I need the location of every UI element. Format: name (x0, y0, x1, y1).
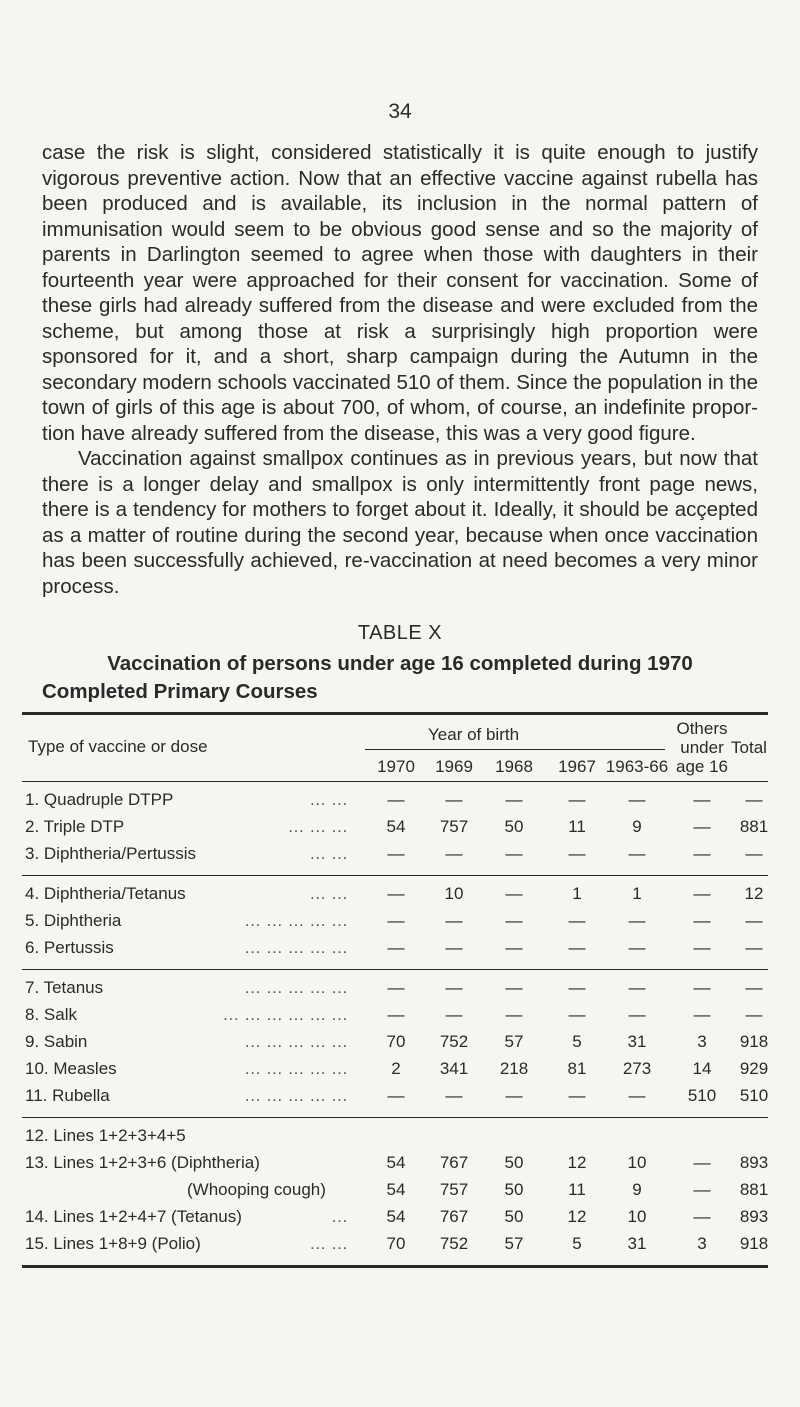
table-cell: 31 (627, 1234, 647, 1253)
table-cell: 752 (439, 1234, 469, 1253)
table-cell: 12 (567, 1153, 587, 1172)
table-row (22, 1124, 768, 1151)
row-leader-dots: … … (309, 884, 348, 903)
table-cell: — (693, 1005, 711, 1024)
table-cell: — (628, 978, 646, 997)
table-cell: — (693, 978, 711, 997)
table-cell: 218 (499, 1059, 529, 1078)
table-cell: — (445, 790, 463, 809)
row-leader-dots: … … … … … (244, 1032, 348, 1051)
row-label: 6. Pertussis (25, 938, 114, 957)
table-row (22, 1151, 768, 1178)
table-cell: — (505, 1086, 523, 1105)
table-cell: — (505, 884, 523, 903)
table-cell: — (445, 978, 463, 997)
table-cell: — (568, 790, 586, 809)
table-cell: — (693, 1207, 711, 1226)
table-cell: 273 (622, 1059, 652, 1078)
table-cell: 929 (739, 1059, 769, 1078)
table-row (22, 1003, 768, 1030)
table-cell: 70 (386, 1032, 406, 1051)
table-cell: — (568, 911, 586, 930)
table-cell: 893 (739, 1207, 769, 1226)
table-cell: — (568, 978, 586, 997)
table-cell: — (745, 978, 763, 997)
table-cell: — (745, 938, 763, 957)
table-cell: — (693, 1180, 711, 1199)
type-column-header: Type of vaccine or dose (28, 737, 208, 756)
table-cell: 767 (439, 1153, 469, 1172)
table-cell: 57 (504, 1032, 524, 1051)
table-row (22, 1205, 768, 1232)
row-leader-dots: … … … … … (244, 978, 348, 997)
table-cell: — (568, 1086, 586, 1105)
table-cell: 5 (572, 1032, 582, 1051)
table-cell: 12 (744, 884, 764, 903)
table-cell: 12 (567, 1207, 587, 1226)
table-row (22, 909, 768, 936)
table-cell: 57 (504, 1234, 524, 1253)
table-cell: 752 (439, 1032, 469, 1051)
table-cell: — (505, 790, 523, 809)
table-row (22, 788, 768, 815)
table-cell: 54 (386, 1207, 406, 1226)
table-cell: — (445, 844, 463, 863)
page-number: 34 (388, 100, 412, 123)
table-cell: 510 (739, 1086, 769, 1105)
row-label: 13. Lines 1+2+3+6 (Diphtheria) (25, 1153, 260, 1172)
table-row (22, 936, 768, 963)
table-cell: 3 (697, 1032, 707, 1051)
table-cell: — (693, 884, 711, 903)
table-cell: 50 (504, 1207, 524, 1226)
table-cell: 31 (627, 1032, 647, 1051)
table-section (22, 876, 768, 969)
table-cell: 54 (386, 1180, 406, 1199)
row-leader-dots: … … (309, 844, 348, 863)
row-leader-dots: … … … … … (244, 1059, 348, 1078)
year-header: 1969 (435, 757, 473, 776)
table-header (22, 715, 768, 781)
table-cell: 11 (568, 1180, 586, 1199)
table-cell: 14 (692, 1059, 712, 1078)
table-cell: — (628, 790, 646, 809)
table-cell: — (387, 790, 405, 809)
table-cell: — (628, 938, 646, 957)
row-leader-dots: … … … … … (244, 911, 348, 930)
year-header: 1963-66 (605, 757, 669, 776)
table-cell: 767 (439, 1207, 469, 1226)
table-cell: — (693, 938, 711, 957)
year-header: 1967 (558, 757, 596, 776)
year-of-birth-header: Year of birth (428, 725, 520, 744)
row-label: 15. Lines 1+8+9 (Polio) (25, 1234, 201, 1253)
table-cell: 54 (386, 817, 406, 836)
table-cell: 881 (739, 1180, 769, 1199)
table-caption: Vaccination of persons under age 16 completed during 1970 (107, 652, 693, 675)
table-row (22, 1030, 768, 1057)
table-cell: — (505, 978, 523, 997)
table-cell: — (445, 911, 463, 930)
table-cell: — (745, 1005, 763, 1024)
table-cell: — (387, 1086, 405, 1105)
table-section (22, 1118, 768, 1265)
table-cell: — (693, 1153, 711, 1172)
row-label: 10. Measles (25, 1059, 117, 1078)
table-cell: — (628, 1005, 646, 1024)
table-cell: 50 (504, 1153, 524, 1172)
paragraph: case the risk is slight, considered statistically it is quite enough to justify vigorous preventive action. Now that an effective vaccine against rubella has been produced and is available, its inclusion in the normal pattern of immunisation would seem to be obvious good sense and so the majority of parents in Darlington seemed to agree when those with daughters in their fourteenth year were approached for their consent for vaccination. Some of these girls had already suffered from the disease and were excluded from the scheme, but among those at risk a surprisingly high proportion were sponsored for it, and a short, sharp campaign during the Autumn in the secondary modern schools vaccinated 510 of them. Since the population in the town of girls of this age is about 700, of whom, of course, an indefinite propor- tion have already suffered from the disease, this was a very good figure. (42, 141, 758, 445)
row-leader-dots: … … (309, 790, 348, 809)
table-cell: 9 (632, 1180, 642, 1199)
total-header: Total (731, 738, 767, 757)
table-label: TABLE X (357, 622, 443, 644)
row-label: 14. Lines 1+2+4+7 (Tetanus) (25, 1207, 242, 1226)
row-label: 9. Sabin (25, 1032, 88, 1051)
table-cell: 757 (439, 817, 469, 836)
table-cell: 3 (697, 1234, 707, 1253)
table-cell: 918 (739, 1032, 769, 1051)
row-leader-dots: … … … … … … (222, 1005, 348, 1024)
table-cell: — (568, 1005, 586, 1024)
others-header: age 16 (676, 757, 728, 776)
table-cell: 510 (687, 1086, 717, 1105)
row-label: 2. Triple DTP (25, 817, 125, 836)
year-header: 1968 (495, 757, 533, 776)
table-cell: — (505, 911, 523, 930)
table-cell: — (387, 911, 405, 930)
table-row (22, 842, 768, 869)
table-cell: — (745, 844, 763, 863)
year-header: 1970 (377, 757, 415, 776)
paragraph: Vaccination against smallpox continues as in previous years, but now that there is a longer delay and smallpox is only intermittently front page news, there is a tendency for mothers to forget about it. Ideally, it should be acçepted as a matter of routine during the second year, because when once vaccination has been successfully achieved, re-vaccination at need becomes a very minor process. (42, 447, 758, 598)
table-cell: — (387, 884, 405, 903)
table-cell: 341 (439, 1059, 469, 1078)
table-body (22, 782, 768, 1268)
row-label: 3. Diphtheria/Pertussis (25, 844, 197, 863)
body-text (42, 140, 758, 599)
table-subcaption: Completed Primary Courses (42, 680, 318, 703)
table-cell: 50 (504, 817, 524, 836)
table-row (22, 882, 768, 909)
row-leader-dots: … … (309, 1234, 348, 1253)
table-cell: 881 (739, 817, 769, 836)
table-cell: — (445, 938, 463, 957)
table-row (22, 976, 768, 1003)
table-cell: — (693, 790, 711, 809)
table-cell: 893 (739, 1153, 769, 1172)
row-label: 1. Quadruple DTPP (25, 790, 174, 809)
table-cell: — (445, 1005, 463, 1024)
row-label: 8. Salk (25, 1005, 77, 1024)
table-cell: 1 (632, 884, 642, 903)
table-cell: — (505, 844, 523, 863)
table-cell: 5 (572, 1234, 582, 1253)
table-cell: 10 (444, 884, 464, 903)
table-cell: — (568, 844, 586, 863)
table-cell: — (568, 938, 586, 957)
table-cell: 10 (627, 1207, 647, 1226)
others-header: under (680, 738, 724, 757)
table-cell: 757 (439, 1180, 469, 1199)
table-cell: — (693, 844, 711, 863)
table-cell: — (387, 978, 405, 997)
table-cell: 54 (386, 1153, 406, 1172)
row-label: (Whooping cough) (187, 1180, 326, 1199)
table-cell: — (745, 790, 763, 809)
row-label: 5. Diphtheria (25, 911, 122, 930)
table-cell: — (387, 1005, 405, 1024)
table-cell: — (628, 844, 646, 863)
row-leader-dots: … … … … … (244, 1086, 348, 1105)
table-cell: 50 (504, 1180, 524, 1199)
row-label: 12. Lines 1+2+3+4+5 (25, 1126, 186, 1145)
table-cell: 918 (739, 1234, 769, 1253)
table-row (22, 1084, 768, 1111)
row-label: 4. Diphtheria/Tetanus (25, 884, 186, 903)
row-label: 7. Tetanus (25, 978, 104, 997)
table-cell: 10 (627, 1153, 647, 1172)
table-row (22, 1057, 768, 1084)
table-cell: — (628, 1086, 646, 1105)
table-cell: 9 (632, 817, 642, 836)
others-header: Others (676, 719, 728, 738)
table-cell: 1 (572, 884, 582, 903)
table-cell: 2 (391, 1059, 401, 1078)
table-cell: 11 (568, 817, 586, 836)
table-cell: — (505, 1005, 523, 1024)
table-section (22, 970, 768, 1117)
table-cell: — (693, 817, 711, 836)
table-row (22, 1178, 768, 1205)
row-label: 11. Rubella (25, 1086, 110, 1105)
table-cell: — (445, 1086, 463, 1105)
table-cell: — (387, 844, 405, 863)
table-cell: 81 (567, 1059, 587, 1078)
table-cell: 70 (386, 1234, 406, 1253)
row-leader-dots: … … … (287, 817, 348, 836)
table-cell: — (387, 938, 405, 957)
table-section (22, 782, 768, 875)
table-cell: — (693, 911, 711, 930)
table-row (22, 1232, 768, 1259)
row-leader-dots: … (331, 1207, 348, 1226)
table-row (22, 815, 768, 842)
table-cell: — (745, 911, 763, 930)
table-cell: — (505, 938, 523, 957)
vaccination-table (22, 712, 768, 1268)
table-cell: — (628, 911, 646, 930)
row-leader-dots: … … … … … (244, 938, 348, 957)
